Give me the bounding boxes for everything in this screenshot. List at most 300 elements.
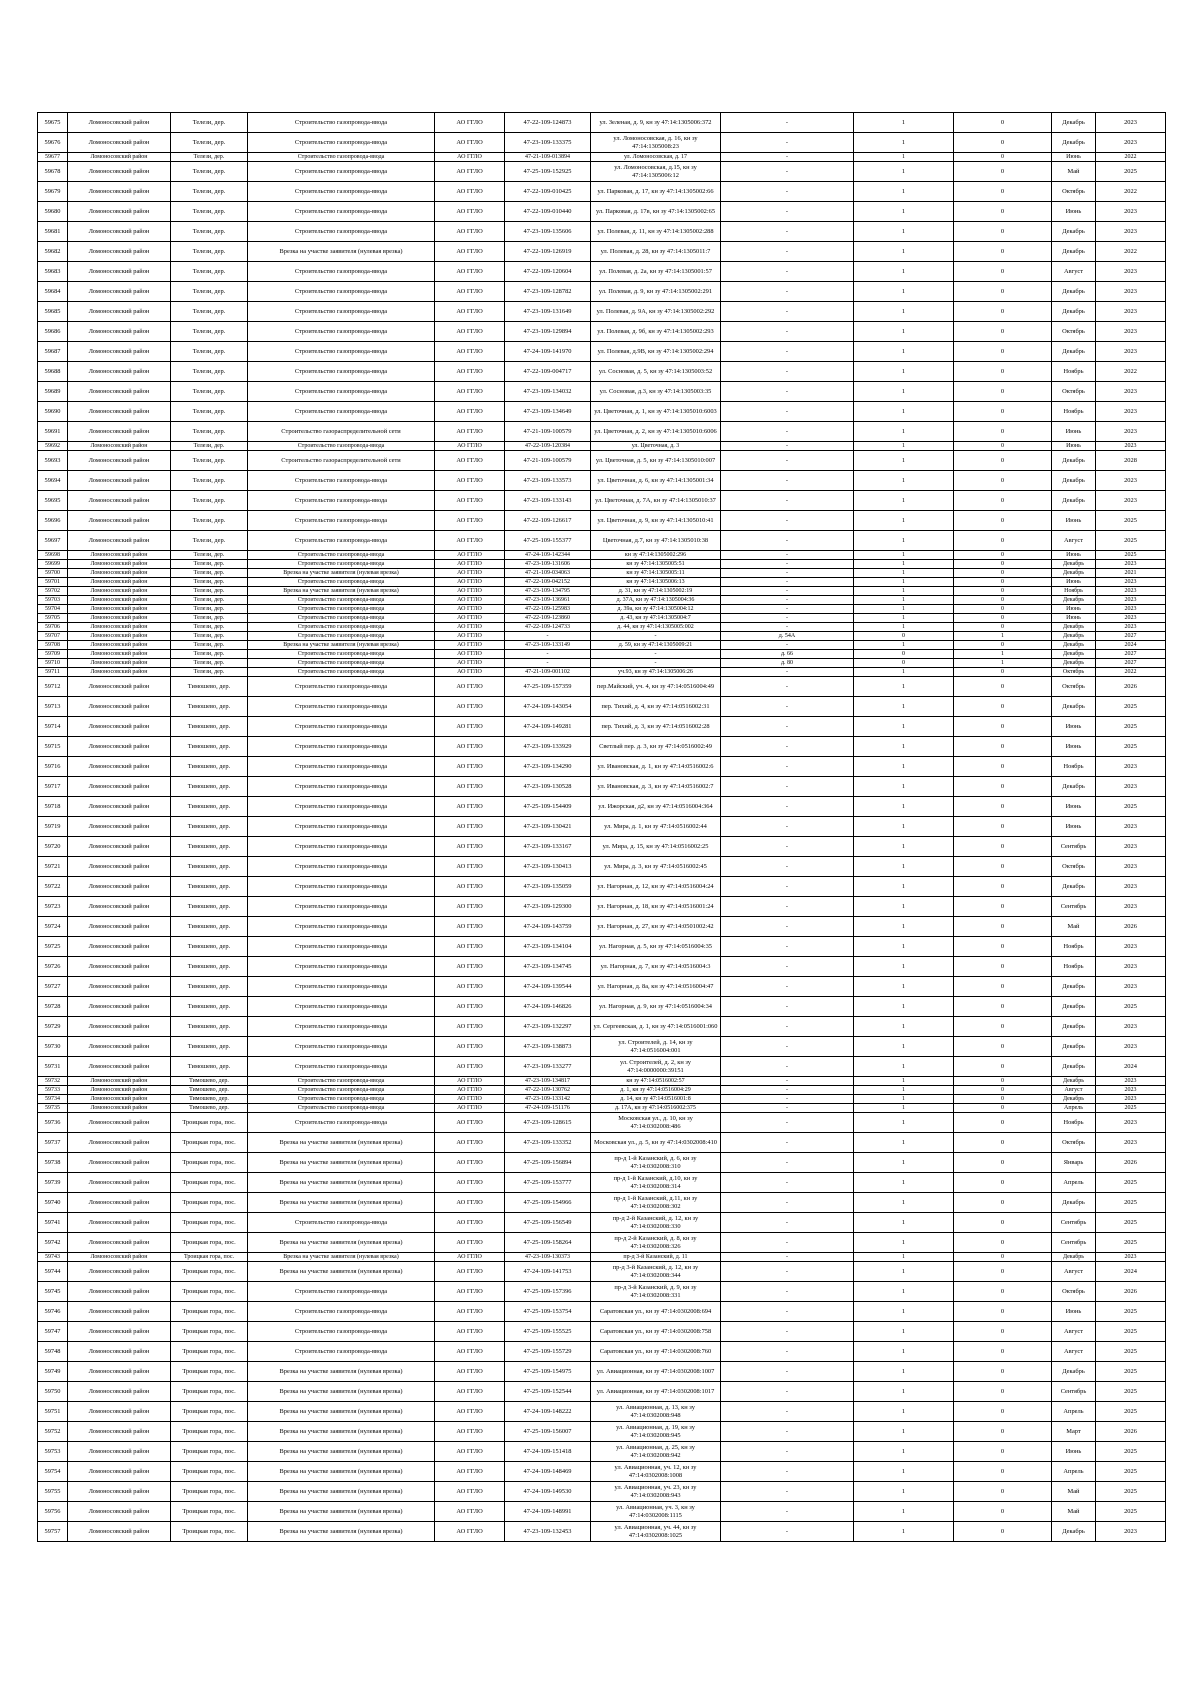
cell-col9: 1 [854, 587, 954, 596]
cell-col8: - [721, 1442, 854, 1462]
cell-settlement: Телези, дер. [171, 342, 248, 362]
cell-col10: 0 [954, 623, 1052, 632]
cell-address: кн зу 47:14:1305002:296 [591, 551, 721, 560]
cell-work-type: Строительство газопровода-ввода [248, 1282, 435, 1302]
cell-month: Август [1052, 1262, 1096, 1282]
cell-work-type: Строительство газопровода-ввода [248, 797, 435, 817]
cell-col9: 1 [854, 560, 954, 569]
cell-org: АО ГГЛО [435, 342, 505, 362]
cell-settlement: Тимошево, дер. [171, 917, 248, 937]
cell-settlement: Тимошево, дер. [171, 1037, 248, 1057]
table-row [38, 641, 1166, 650]
cell-col10: 0 [954, 1037, 1052, 1057]
cell-settlement: Телези, дер. [171, 641, 248, 650]
cell-application-no: 47-23-109-134649 [505, 402, 591, 422]
table-row [38, 877, 1166, 897]
cell-col9: 1 [854, 1402, 954, 1422]
cell-col9: 1 [854, 997, 954, 1017]
cell-settlement: Телези, дер. [171, 471, 248, 491]
cell-col9: 1 [854, 897, 954, 917]
cell-district: Ломоносовский район [68, 153, 171, 162]
cell-work-type: Врезка на участке заявителя (нулевая врезка) [248, 1422, 435, 1442]
cell-month: Октябрь [1052, 668, 1096, 677]
cell-year: 2025 [1096, 1382, 1166, 1402]
cell-month: Июнь [1052, 737, 1096, 757]
cell-address: пр-д 2-й Казанский, д. 12, кн зу 47:14:0302008:330 [591, 1213, 721, 1233]
cell-application-no: 47-22-109-125983 [505, 605, 591, 614]
cell-settlement: Телези, дер. [171, 596, 248, 605]
cell-month: Июнь [1052, 511, 1096, 531]
cell-org: АО ГГЛО [435, 632, 505, 641]
cell-org: АО ГГЛО [435, 1382, 505, 1402]
cell-org: АО ГГЛО [435, 153, 505, 162]
cell-application-no: 47-25-109-152925 [505, 162, 591, 182]
cell-col9: 1 [854, 1017, 954, 1037]
cell-col9: 1 [854, 342, 954, 362]
cell-address: ул. Парковая, д. 17в, кн зу 47:14:1305002:65 [591, 202, 721, 222]
cell-org: АО ГГЛО [435, 1442, 505, 1462]
cell-address: пр-д 3-й Казанский, д. 12, кн зу 47:14:0302008:344 [591, 1262, 721, 1282]
cell-org: АО ГГЛО [435, 382, 505, 402]
cell-col9: 1 [854, 113, 954, 133]
cell-id: 59751 [38, 1402, 68, 1422]
cell-id: 59676 [38, 133, 68, 153]
table-row [38, 1077, 1166, 1086]
cell-col8: - [721, 777, 854, 797]
cell-address: ул. Цветочная, д. 3 [591, 442, 721, 451]
table-row [38, 857, 1166, 877]
cell-year: 2023 [1096, 262, 1166, 282]
cell-work-type: Строительство газопровода-ввода [248, 511, 435, 531]
cell-id: 59755 [38, 1482, 68, 1502]
table-row [38, 1095, 1166, 1104]
cell-org: АО ГГЛО [435, 1173, 505, 1193]
cell-col9: 1 [854, 1057, 954, 1077]
cell-id: 59713 [38, 697, 68, 717]
cell-id: 59686 [38, 322, 68, 342]
cell-year: 2023 [1096, 491, 1166, 511]
cell-settlement: Телези, дер. [171, 153, 248, 162]
cell-district: Ломоносовский район [68, 560, 171, 569]
cell-month: Август [1052, 1322, 1096, 1342]
cell-org: АО ГГЛО [435, 202, 505, 222]
cell-org: АО ГГЛО [435, 113, 505, 133]
cell-work-type: Строительство газопровода-ввода [248, 737, 435, 757]
cell-col8: - [721, 797, 854, 817]
cell-year: 2023 [1096, 857, 1166, 877]
cell-application-no: 47-25-109-156007 [505, 1422, 591, 1442]
cell-org: АО ГГЛО [435, 997, 505, 1017]
cell-id: 59722 [38, 877, 68, 897]
cell-application-no: - [505, 650, 591, 659]
cell-month: Июнь [1052, 797, 1096, 817]
table-row [38, 262, 1166, 282]
cell-district: Ломоносовский район [68, 1153, 171, 1173]
cell-month: Ноябрь [1052, 587, 1096, 596]
cell-work-type: Строительство газопровода-ввода [248, 471, 435, 491]
cell-district: Ломоносовский район [68, 650, 171, 659]
cell-district: Ломоносовский район [68, 531, 171, 551]
cell-year: 2025 [1096, 551, 1166, 560]
cell-address: ул. Цветочная, д. 5, кн зу 47:14:1305010:007 [591, 451, 721, 471]
cell-settlement: Тимошево, дер. [171, 937, 248, 957]
cell-settlement: Тимошево, дер. [171, 757, 248, 777]
cell-work-type: Врезка на участке заявителя (нулевая врезка) [248, 1262, 435, 1282]
cell-address: Светлый пер. д. 3, кн зу 47:14:0516002:49 [591, 737, 721, 757]
cell-month: Август [1052, 262, 1096, 282]
cell-settlement: Телези, дер. [171, 531, 248, 551]
cell-col10: 0 [954, 777, 1052, 797]
table-row [38, 451, 1166, 471]
cell-year: 2023 [1096, 817, 1166, 837]
cell-col10: 0 [954, 1133, 1052, 1153]
cell-col8: - [721, 587, 854, 596]
cell-org: АО ГГЛО [435, 1095, 505, 1104]
cell-col9: 1 [854, 1342, 954, 1362]
cell-work-type: Строительство газопровода-ввода [248, 153, 435, 162]
cell-col10: 0 [954, 997, 1052, 1017]
cell-address: ул. Цветочная, д. 9, кн зу 47:14:1305010:41 [591, 511, 721, 531]
cell-month: Август [1052, 1086, 1096, 1095]
cell-year: 2023 [1096, 202, 1166, 222]
cell-address: ул. Сергеевская, д. 1, кн зу 47:14:0516001:060 [591, 1017, 721, 1037]
cell-address: ул. Цветочная, д. 7А, кн зу 47:14:1305010:37 [591, 491, 721, 511]
cell-col9: 1 [854, 282, 954, 302]
cell-id: 59733 [38, 1086, 68, 1095]
cell-month: Декабрь [1052, 632, 1096, 641]
cell-month: Декабрь [1052, 471, 1096, 491]
cell-id: 59744 [38, 1262, 68, 1282]
cell-id: 59728 [38, 997, 68, 1017]
cell-col9: 1 [854, 717, 954, 737]
cell-id: 59711 [38, 668, 68, 677]
cell-col9: 1 [854, 1233, 954, 1253]
cell-district: Ломоносовский район [68, 1077, 171, 1086]
table-row [38, 837, 1166, 857]
cell-address: ул. Строителей, д. 14, кн зу 47:14:0516004:001 [591, 1037, 721, 1057]
cell-district: Ломоносовский район [68, 977, 171, 997]
cell-year: 2023 [1096, 1253, 1166, 1262]
cell-month: Декабрь [1052, 451, 1096, 471]
cell-settlement: Тимошево, дер. [171, 1095, 248, 1104]
cell-year: 2025 [1096, 511, 1166, 531]
cell-id: 59749 [38, 1362, 68, 1382]
cell-month: Декабрь [1052, 342, 1096, 362]
cell-settlement: Троицкая гора, пос. [171, 1422, 248, 1442]
cell-year: 2025 [1096, 531, 1166, 551]
cell-month: Апрель [1052, 1173, 1096, 1193]
cell-district: Ломоносовский район [68, 242, 171, 262]
table-row [38, 1133, 1166, 1153]
cell-col9: 0 [854, 659, 954, 668]
table-row [38, 897, 1166, 917]
cell-org: АО ГГЛО [435, 937, 505, 957]
cell-settlement: Тимошево, дер. [171, 837, 248, 857]
table-row [38, 1233, 1166, 1253]
cell-month: Апрель [1052, 1402, 1096, 1422]
cell-work-type: Строительство газопровода-ввода [248, 659, 435, 668]
cell-district: Ломоносовский район [68, 1442, 171, 1462]
cell-col10: 0 [954, 322, 1052, 342]
cell-address: д. 43, кн зу 47:14:1305004:7 [591, 614, 721, 623]
cell-district: Ломоносовский район [68, 422, 171, 442]
cell-col9: 1 [854, 677, 954, 697]
cell-col10: 0 [954, 491, 1052, 511]
cell-district: Ломоносовский район [68, 1342, 171, 1362]
cell-col9: 1 [854, 917, 954, 937]
table-row [38, 1422, 1166, 1442]
cell-id: 59753 [38, 1442, 68, 1462]
cell-settlement: Телези, дер. [171, 182, 248, 202]
cell-org: АО ГГЛО [435, 1213, 505, 1233]
cell-address: ул. Авиационная, уч. 44, кн зу 47:14:0302008:1025 [591, 1522, 721, 1542]
cell-id: 59690 [38, 402, 68, 422]
cell-district: Ломоносовский район [68, 1522, 171, 1542]
cell-month: Сентябрь [1052, 1213, 1096, 1233]
cell-address: кн зу 47:14:1305005:51 [591, 560, 721, 569]
cell-district: Ломоносовский район [68, 777, 171, 797]
cell-id: 59693 [38, 451, 68, 471]
cell-district: Ломоносовский район [68, 1382, 171, 1402]
cell-application-no: 47-23-109-133142 [505, 1095, 591, 1104]
cell-col10: 0 [954, 677, 1052, 697]
cell-settlement: Троицкая гора, пос. [171, 1462, 248, 1482]
cell-application-no: 47-24-109-139544 [505, 977, 591, 997]
cell-work-type: Врезка на участке заявителя (нулевая врезка) [248, 587, 435, 596]
table-row [38, 1253, 1166, 1262]
cell-address: ул. Нагорная, д. 12, кн зу 47:14:0516004:24 [591, 877, 721, 897]
cell-district: Ломоносовский район [68, 857, 171, 877]
table-row [38, 242, 1166, 262]
cell-work-type: Строительство газопровода-ввода [248, 917, 435, 937]
cell-col8: - [721, 531, 854, 551]
cell-month: Июнь [1052, 1442, 1096, 1462]
cell-col8: - [721, 697, 854, 717]
cell-settlement: Телези, дер. [171, 614, 248, 623]
cell-district: Ломоносовский район [68, 817, 171, 837]
cell-address: пр-д 3-й Казанский, д. 9, кн зу 47:14:0302008:331 [591, 1282, 721, 1302]
cell-org: АО ГГЛО [435, 1502, 505, 1522]
cell-district: Ломоносовский район [68, 362, 171, 382]
cell-month: Июнь [1052, 717, 1096, 737]
table-row [38, 650, 1166, 659]
cell-district: Ломоносовский район [68, 202, 171, 222]
cell-district: Ломоносовский район [68, 1302, 171, 1322]
cell-district: Ломоносовский район [68, 1173, 171, 1193]
cell-col9: 1 [854, 402, 954, 422]
cell-settlement: Телези, дер. [171, 222, 248, 242]
cell-col10: 0 [954, 1253, 1052, 1262]
cell-col8: д. 54А [721, 632, 854, 641]
cell-settlement: Тимошево, дер. [171, 977, 248, 997]
cell-work-type: Строительство газопровода-ввода [248, 1302, 435, 1322]
cell-col8: - [721, 1017, 854, 1037]
cell-application-no: - [505, 632, 591, 641]
cell-id: 59748 [38, 1342, 68, 1362]
cell-district: Ломоносовский район [68, 797, 171, 817]
cell-application-no: 47-22-109-130762 [505, 1086, 591, 1095]
cell-col9: 1 [854, 1095, 954, 1104]
cell-org: АО ГГЛО [435, 817, 505, 837]
cell-col8: - [721, 442, 854, 451]
cell-col8: - [721, 162, 854, 182]
cell-col10: 0 [954, 1153, 1052, 1173]
cell-address: ул. Полевая, д. 28, кн зу 47:14:1305011:7 [591, 242, 721, 262]
cell-year: 2025 [1096, 697, 1166, 717]
cell-work-type: Строительство газопровода-ввода [248, 697, 435, 717]
cell-district: Ломоносовский район [68, 917, 171, 937]
cell-id: 59682 [38, 242, 68, 262]
cell-col9: 0 [854, 632, 954, 641]
cell-col9: 1 [854, 1253, 954, 1262]
cell-org: АО ГГЛО [435, 697, 505, 717]
cell-district: Ломоносовский район [68, 717, 171, 737]
cell-id: 59706 [38, 623, 68, 632]
cell-address: ул. Ломоносовская, д. 17 [591, 153, 721, 162]
cell-col9: 1 [854, 162, 954, 182]
cell-settlement: Телези, дер. [171, 322, 248, 342]
cell-col8: - [721, 1322, 854, 1342]
cell-col10: 0 [954, 451, 1052, 471]
cell-application-no: 47-22-109-124733 [505, 623, 591, 632]
cell-work-type: Строительство газопровода-ввода [248, 133, 435, 153]
cell-org: АО ГГЛО [435, 737, 505, 757]
cell-work-type: Врезка на участке заявителя (нулевая врезка) [248, 1193, 435, 1213]
cell-address: пр-д 1-й Казанский, д.11, кн зу 47:14:0302008:302 [591, 1193, 721, 1213]
cell-settlement: Телези, дер. [171, 623, 248, 632]
cell-col8: - [721, 1133, 854, 1153]
cell-application-no: 47-25-109-157396 [505, 1282, 591, 1302]
cell-settlement: Телези, дер. [171, 402, 248, 422]
cell-id: 59717 [38, 777, 68, 797]
cell-col9: 1 [854, 491, 954, 511]
table-row [38, 162, 1166, 182]
cell-address: ул. Полевая, д.9В, кн зу 47:14:1305002:294 [591, 342, 721, 362]
cell-col8: - [721, 614, 854, 623]
cell-settlement: Тимошево, дер. [171, 1104, 248, 1113]
cell-id: 59687 [38, 342, 68, 362]
cell-work-type: Строительство газопровода-ввода [248, 817, 435, 837]
cell-application-no: 47-23-109-133573 [505, 471, 591, 491]
cell-month: Октябрь [1052, 182, 1096, 202]
cell-col8: - [721, 917, 854, 937]
cell-org: АО ГГЛО [435, 531, 505, 551]
cell-col10: 0 [954, 668, 1052, 677]
cell-application-no: 47-21-109-013894 [505, 153, 591, 162]
cell-col9: 1 [854, 857, 954, 877]
cell-settlement: Телези, дер. [171, 551, 248, 560]
cell-settlement: Троицкая гора, пос. [171, 1262, 248, 1282]
cell-settlement: Тимошево, дер. [171, 857, 248, 877]
cell-col10: 0 [954, 471, 1052, 491]
cell-col10: 0 [954, 977, 1052, 997]
cell-col8: - [721, 857, 854, 877]
cell-application-no: 47-23-109-135606 [505, 222, 591, 242]
cell-application-no: 47-24-109-146826 [505, 997, 591, 1017]
table-row [38, 133, 1166, 153]
cell-settlement: Телези, дер. [171, 605, 248, 614]
cell-org: АО ГГЛО [435, 402, 505, 422]
cell-year: 2026 [1096, 1153, 1166, 1173]
table-row [38, 560, 1166, 569]
cell-id: 59752 [38, 1422, 68, 1442]
cell-month: Декабрь [1052, 650, 1096, 659]
cell-col8: - [721, 182, 854, 202]
cell-district: Ломоносовский район [68, 1086, 171, 1095]
cell-address: д. 44, кн зу 47:14:1305005:002 [591, 623, 721, 632]
cell-id: 59695 [38, 491, 68, 511]
cell-work-type: Строительство газопровода-ввода [248, 402, 435, 422]
cell-col9: 1 [854, 362, 954, 382]
cell-month: Декабрь [1052, 596, 1096, 605]
table-row [38, 402, 1166, 422]
cell-org: АО ГГЛО [435, 422, 505, 442]
table-row [38, 1104, 1166, 1113]
cell-address: ул. Цветочная, д. 2, кн зу 47:14:1305010:6006 [591, 422, 721, 442]
cell-col10: 1 [954, 632, 1052, 641]
cell-district: Ломоносовский район [68, 402, 171, 422]
cell-col9: 1 [854, 322, 954, 342]
cell-work-type: Строительство газопровода-ввода [248, 1113, 435, 1133]
cell-col9: 1 [854, 1362, 954, 1382]
cell-org: АО ГГЛО [435, 1462, 505, 1482]
cell-application-no: 47-22-109-124873 [505, 113, 591, 133]
cell-work-type: Строительство газопровода-ввода [248, 957, 435, 977]
cell-id: 59725 [38, 937, 68, 957]
cell-settlement: Телези, дер. [171, 451, 248, 471]
cell-month: Ноябрь [1052, 362, 1096, 382]
cell-settlement: Тимошево, дер. [171, 697, 248, 717]
cell-application-no: 47-23-109-134290 [505, 757, 591, 777]
cell-col9: 1 [854, 202, 954, 222]
cell-col9: 1 [854, 777, 954, 797]
table-row [38, 1262, 1166, 1282]
cell-address: д. 59, кн зу 47:14:1305009:21 [591, 641, 721, 650]
cell-col10: 0 [954, 202, 1052, 222]
cell-org: АО ГГЛО [435, 1077, 505, 1086]
cell-work-type: Строительство газопровода-ввода [248, 182, 435, 202]
cell-id: 59710 [38, 659, 68, 668]
cell-col8: - [721, 153, 854, 162]
cell-col8: - [721, 1362, 854, 1382]
cell-application-no: 47-24-109-141753 [505, 1262, 591, 1282]
cell-address: кн зу 47:14:1305005:11 [591, 569, 721, 578]
cell-application-no: 47-23-109-134032 [505, 382, 591, 402]
cell-col10: 0 [954, 837, 1052, 857]
cell-application-no: 47-24-109-149281 [505, 717, 591, 737]
cell-col10: 0 [954, 1113, 1052, 1133]
table-row [38, 442, 1166, 451]
table-row [38, 1362, 1166, 1382]
cell-year: 2024 [1096, 1262, 1166, 1282]
cell-col8: - [721, 1502, 854, 1522]
cell-work-type: Врезка на участке заявителя (нулевая врезка) [248, 1173, 435, 1193]
cell-district: Ломоносовский район [68, 1462, 171, 1482]
cell-application-no: 47-21-109-100579 [505, 451, 591, 471]
cell-district: Ломоносовский район [68, 587, 171, 596]
cell-address: - [591, 632, 721, 641]
cell-application-no: 47-25-109-154409 [505, 797, 591, 817]
cell-id: 59732 [38, 1077, 68, 1086]
cell-id: 59718 [38, 797, 68, 817]
table-row [38, 491, 1166, 511]
cell-district: Ломоносовский район [68, 641, 171, 650]
table-row [38, 511, 1166, 531]
cell-district: Ломоносовский район [68, 1362, 171, 1382]
cell-col9: 1 [854, 511, 954, 531]
cell-col9: 1 [854, 1442, 954, 1462]
cell-col8: - [721, 1077, 854, 1086]
